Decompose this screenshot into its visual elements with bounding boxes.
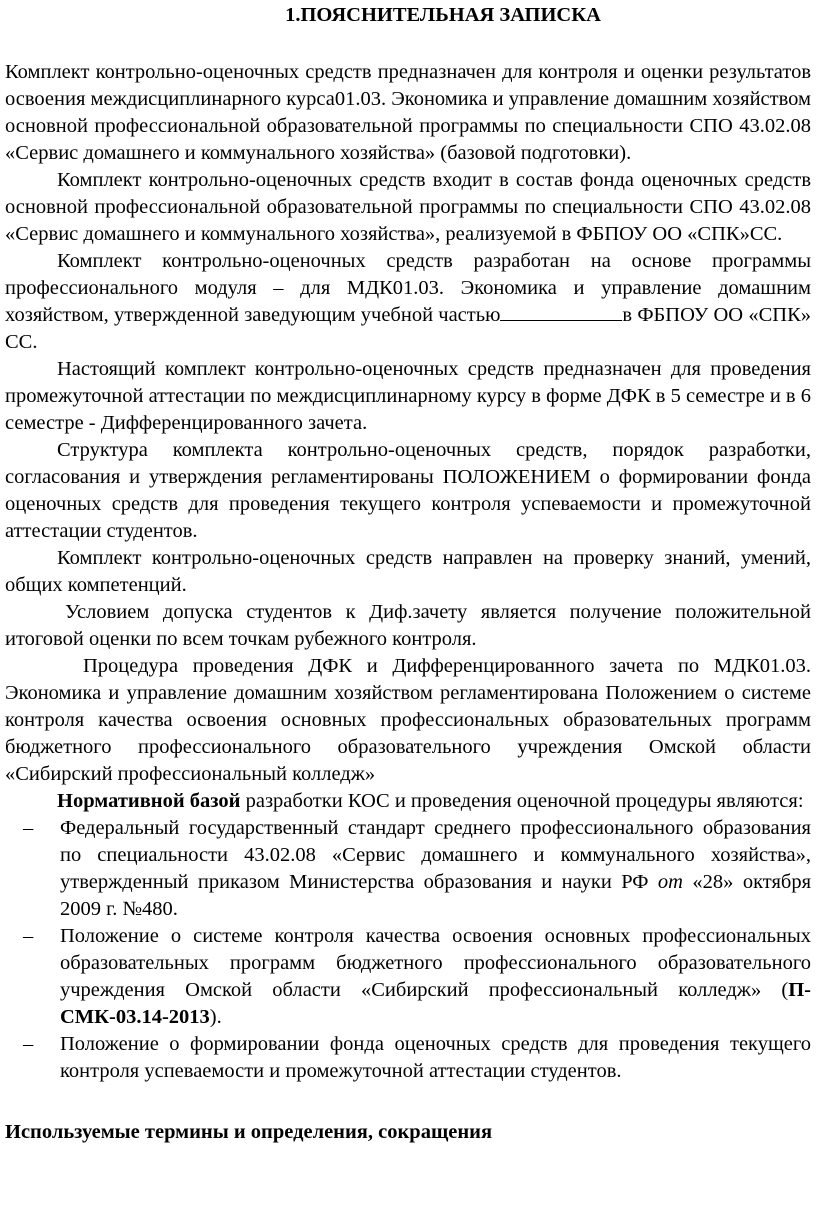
paragraph-basis-text: Комплект контрольно-оценочных средств разработан на основе программы профессионального модуля – для МДК01.03. Экономика и управление домашним хозяйством, утвержденной заведующим учебной частью (5, 250, 811, 326)
dash-marker: – (23, 1033, 34, 1055)
normative-base-text: разработки КОС и проведения оценочной процедуры являются: (240, 790, 804, 812)
paragraph-procedure: Процедура проведения ДФК и Дифференцированного зачета по МДК01.03. Экономика и управление домашним хозяйством регламентирована Положением о системе контроля качества освоения основных профессиональных образовательных программ бюджетного профессионального образовательного учреждения Омской области «Сибирский профессиональный колледж» (5, 655, 811, 785)
normative-list (5, 815, 811, 1085)
paragraph-basis (5, 248, 811, 356)
dash-marker: – (23, 925, 34, 947)
dash-marker: – (23, 817, 34, 839)
paragraph-purpose: Комплект контрольно-оценочных средств предназначен для контроля и оценки результатов освоения междисциплинарного курса01.03. Экономика и управление домашним хозяйством основной профессиональной образовательной программы по специальности СПО 43.02.08 «Сервис домашнего и коммунального хозяйства» (базовой подготовки). (5, 61, 811, 164)
list-item-text-end: «28» октября 2009 г. №480. (60, 871, 812, 920)
list-item-text-end: ). (209, 1006, 222, 1028)
list-item (5, 815, 811, 923)
list-item-italic: от (657, 871, 683, 893)
list-item-text: Федеральный государственный стандарт среднего профессионального образования по специальности 43.02.08 «Сервис домашнего и коммунального хозяйства», утвержденный приказом Министерства образования и науки РФ (60, 817, 811, 893)
paragraph-structure: Структура комплекта контрольно-оценочных средств, порядок разработки, согласования и утверждения регламентированы ПОЛОЖЕНИЕМ о формировании фонда оценочных средств для проведения текущего контроля успеваемости и промежуточной аттестации студентов. (5, 439, 811, 542)
list-item (5, 1031, 811, 1085)
page-title: 1.ПОЯСНИТЕЛЬНАЯ ЗАПИСКА (285, 4, 601, 26)
list-item-text: Положение о системе контроля качества освоения основных профессиональных образовательных программ бюджетного профессионального образовательного учреждения Омской области «Сибирский профессиональный колледж» ( (60, 925, 811, 1001)
list-item-code: П-СМК-03.14-2013 (60, 979, 811, 1028)
paragraph-basis-tail: в ФБПОУ ОО «СПК» СС. (5, 304, 811, 353)
list-item (5, 923, 811, 1031)
paragraph-fund: Комплект контрольно-оценочных средств входит в состав фонда оценочных средств основной профессиональной образовательной программы по специальности СПО 43.02.08 «Сервис домашнего и коммунального хозяйства», реализуемой в ФБПОУ ОО «СПК»СС. (5, 169, 811, 245)
list-item-text: Положение о формировании фонда оценочных средств для проведения текущего контроля успеваемости и промежуточной аттестации студентов. (60, 1033, 811, 1082)
document-page (0, 2, 816, 1226)
normative-base-bold: Нормативной базой (57, 790, 241, 812)
paragraph-competencies: Комплект контрольно-оценочных средств направлен на проверку знаний, умений, общих компетенций. (5, 547, 811, 596)
signature-blank-line (500, 304, 622, 321)
paragraph-normative-base (5, 788, 811, 815)
paragraph-admission: Условием допуска студентов к Диф.зачету является получение положительной итоговой оценки по всем точкам рубежного контроля. (5, 601, 811, 650)
paragraph-attestation: Настоящий комплект контрольно-оценочных средств предназначен для проведения промежуточной аттестации по междисциплинарному курсу в форме ДФК в 5 семестре и в 6 семестре - Дифференцированного зачета. (5, 358, 811, 434)
section-heading: Используемые термины и определения, сокращения (5, 1121, 493, 1143)
